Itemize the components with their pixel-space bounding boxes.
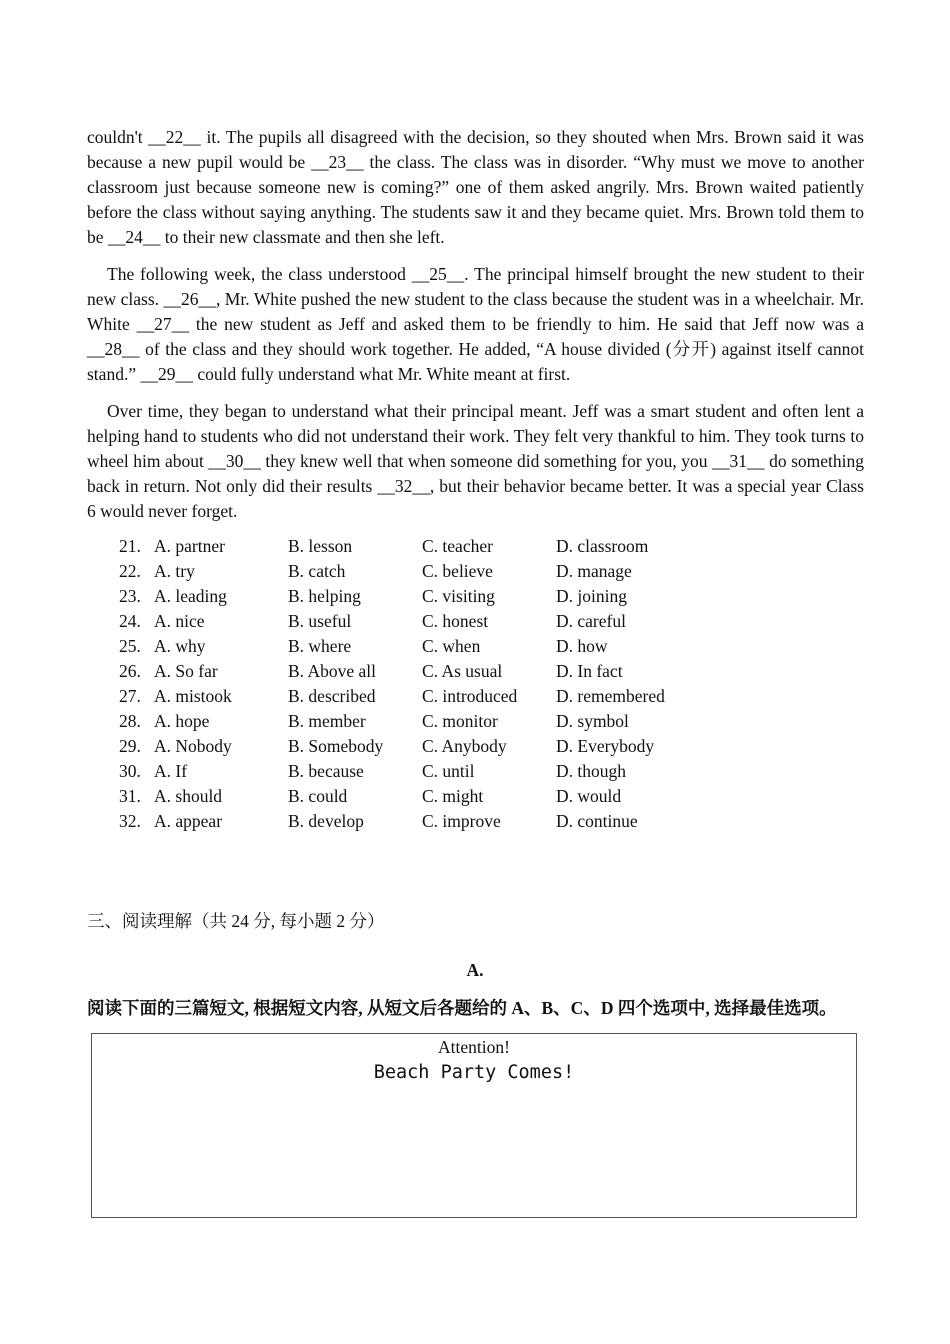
question-number: 29. xyxy=(119,736,141,756)
option-d: D. symbol xyxy=(556,711,629,731)
question-number: 27. xyxy=(119,686,141,706)
option-row xyxy=(119,659,864,684)
option-b: B. could xyxy=(288,786,348,806)
option-a: A. why xyxy=(154,636,206,656)
question-number: 21. xyxy=(119,536,141,556)
option-row xyxy=(119,534,864,559)
option-c: C. when xyxy=(422,636,481,656)
question-number: 22. xyxy=(119,561,141,581)
option-c: C. improve xyxy=(422,811,501,831)
option-c: C. until xyxy=(422,761,475,781)
option-b: B. Somebody xyxy=(288,736,384,756)
option-row xyxy=(119,759,864,784)
option-c: C. monitor xyxy=(422,711,498,731)
option-row xyxy=(119,684,864,709)
option-d: D. remembered xyxy=(556,686,665,706)
notice-attention: Attention! xyxy=(438,1037,510,1057)
question-number: 26. xyxy=(119,661,141,681)
option-c: C. teacher xyxy=(422,536,493,556)
option-a: A. try xyxy=(154,561,195,581)
passage-paragraph-1: couldn't __22__ it. The pupils all disagreed with the decision, so they shouted when Mrs. Brown said it was because a new pupil would be __23__ the class. The class was in disorder. “Why must we move to another classroom just because someone new is coming?” one of them asked angrily. Mrs. Brown waited patiently before the class without saying anything. The students saw it and they became quiet. Mrs. Brown told them to be __24__ to their new classmate and then she left. xyxy=(87,127,864,247)
option-b: B. useful xyxy=(288,611,352,631)
option-d: D. careful xyxy=(556,611,626,631)
reading-instruction: 阅读下面的三篇短文, 根据短文内容, 从短文后各题给的 A、B、C、D 四个选项中, 选择最佳选项。 xyxy=(87,998,837,1018)
option-b: B. develop xyxy=(288,811,364,831)
option-row xyxy=(119,809,864,834)
notice-title: Beach Party Comes! xyxy=(373,1062,575,1083)
option-b: B. described xyxy=(288,686,376,706)
option-b: B. where xyxy=(288,636,352,656)
option-d: D. would xyxy=(556,786,622,806)
option-row xyxy=(119,584,864,609)
passage-paragraph-2: The following week, the class understood __25__. The principal himself brought the new student to their new class. __26__, Mr. White pushed the new student to the class because the student was in a wheelchair. Mr. White __27__ the new student as Jeff and asked them to be friendly to him. He said that Jeff now was a __28__ of the class and they should work together. He added, “A house divided (分开) against itself cannot stand.” __29__ could fully understand what Mr. White meant at first. xyxy=(87,264,864,384)
option-a: A. leading xyxy=(154,586,227,606)
option-b: B. helping xyxy=(288,586,361,606)
options-list xyxy=(119,534,864,834)
option-c: C. Anybody xyxy=(422,736,507,756)
option-row xyxy=(119,559,864,584)
option-d: D. manage xyxy=(556,561,632,581)
question-number: 24. xyxy=(119,611,141,631)
question-number: 31. xyxy=(119,786,141,806)
option-a: A. mistook xyxy=(154,686,232,706)
part-label: A. xyxy=(466,960,484,980)
option-b: B. catch xyxy=(288,561,346,581)
option-row xyxy=(119,709,864,734)
option-row xyxy=(119,609,864,634)
option-a: A. If xyxy=(154,761,188,781)
option-a: A. hope xyxy=(154,711,210,731)
option-row xyxy=(119,734,864,759)
option-a: A. should xyxy=(154,786,223,806)
option-d: D. how xyxy=(556,636,608,656)
option-b: B. member xyxy=(288,711,366,731)
question-number: 28. xyxy=(119,711,141,731)
option-a: A. Nobody xyxy=(154,736,232,756)
option-a: A. appear xyxy=(154,811,223,831)
option-b: B. because xyxy=(288,761,364,781)
option-d: D. though xyxy=(556,761,626,781)
option-a: A. So far xyxy=(154,661,218,681)
option-c: C. might xyxy=(422,786,484,806)
option-d: D. classroom xyxy=(556,536,649,556)
passage-container xyxy=(87,125,864,834)
question-number: 25. xyxy=(119,636,141,656)
option-row xyxy=(119,634,864,659)
option-c: C. honest xyxy=(422,611,489,631)
option-c: C. introduced xyxy=(422,686,518,706)
option-a: A. nice xyxy=(154,611,205,631)
option-c: C. visiting xyxy=(422,586,495,606)
option-d: D. continue xyxy=(556,811,638,831)
option-d: D. Everybody xyxy=(556,736,655,756)
option-b: B. lesson xyxy=(288,536,353,556)
option-d: D. In fact xyxy=(556,661,623,681)
option-a: A. partner xyxy=(154,536,225,556)
option-d: D. joining xyxy=(556,586,627,606)
question-number: 32. xyxy=(119,811,141,831)
question-number: 23. xyxy=(119,586,141,606)
section-title: 三、阅读理解（共 24 分, 每小题 2 分） xyxy=(87,911,385,931)
option-c: C. believe xyxy=(422,561,493,581)
option-row xyxy=(119,784,864,809)
option-b: B. Above all xyxy=(288,661,376,681)
option-c: C. As usual xyxy=(422,661,503,681)
notice-box xyxy=(91,1033,857,1218)
passage-paragraph-3: Over time, they began to understand what their principal meant. Jeff was a smart student and often lent a helping hand to students who did not understand their work. They felt very thankful to him. They took turns to wheel him about __30__ they knew well that when someone did something for you, you __31__ do something back in return. Not only did their results __32__, but their behavior became better. It was a special year Class 6 would never forget. xyxy=(87,401,864,521)
question-number: 30. xyxy=(119,761,141,781)
